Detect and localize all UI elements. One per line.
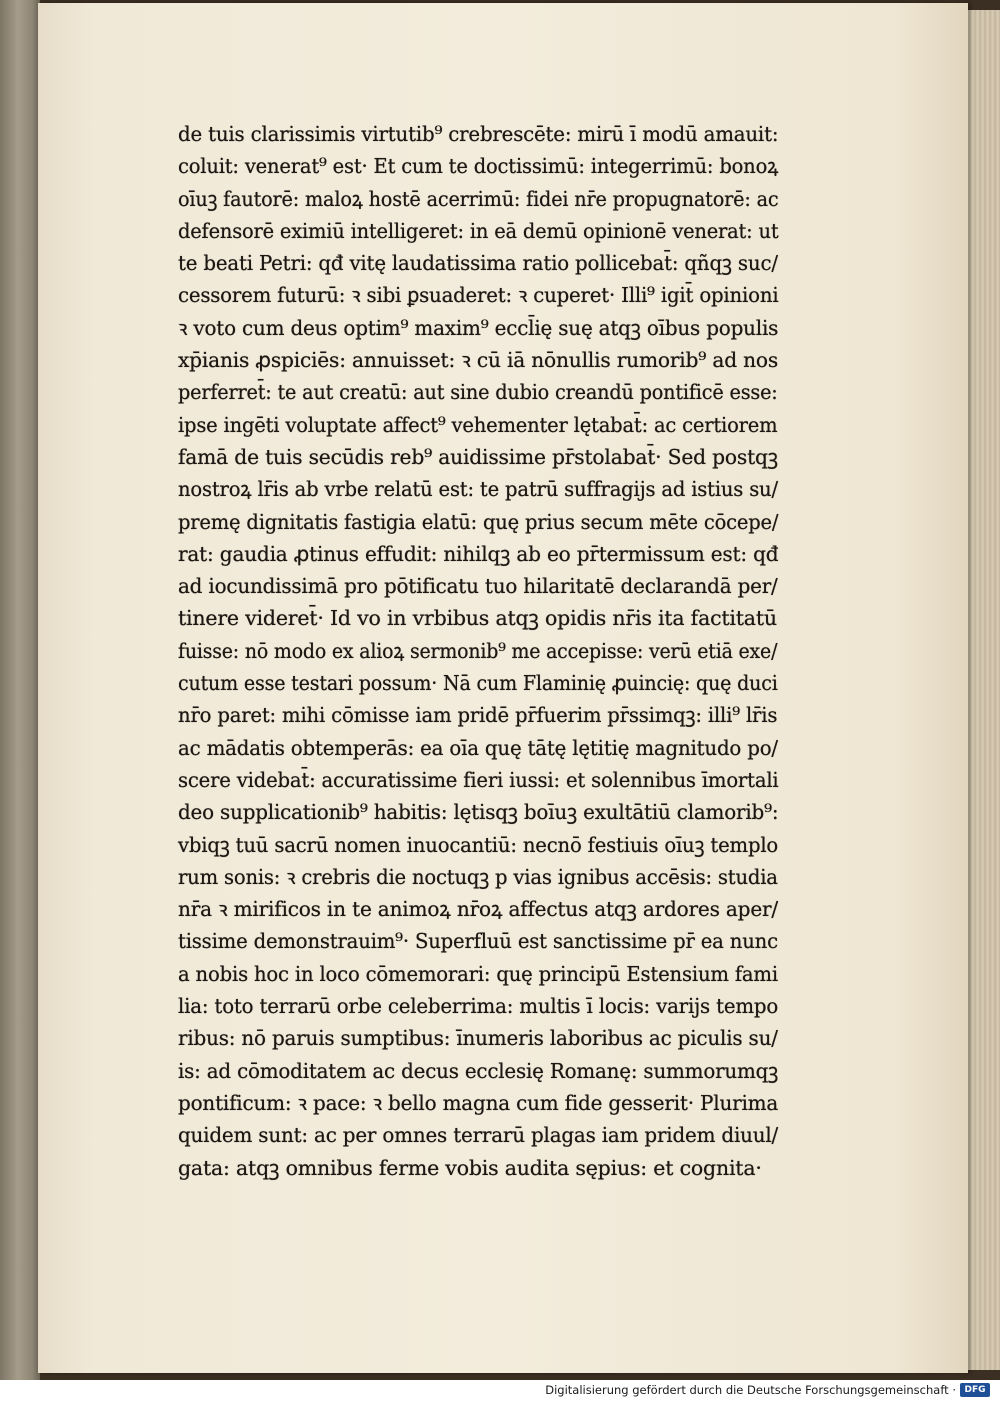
text-line: perferret̄: te aut creatū: aut sine dubio creandū pontificē esse: xyxy=(178,380,778,405)
text-line: scere videbat̄: accuratissime fieri iussi: et solennibus īmortali xyxy=(178,767,779,792)
text-line: ad iocundissimā pro pōtificatu tuo hilaritatē declarandā per/ xyxy=(178,574,778,599)
book-cover-edge xyxy=(0,0,40,1380)
text-line: nostroꝝ lr̄is ab vrbe relatū est: te patrū suffragijs ad istius su/ xyxy=(178,477,778,502)
text-line: deo supplicationib⁹ habitis: lętisqꝫ boīuꝫ exultātiū clamorib⁹: xyxy=(178,800,779,825)
text-line: tissime demonstrauim⁹· Superfluū est sanctissime pr̄ ea nunc xyxy=(178,929,778,954)
text-line: cutum esse testari possum· Nā cum Flaminię ꝓuincię: quę duci xyxy=(178,671,778,696)
text-line: xp̄ianis ꝓspiciēs: annuisset: ꝛ cū iā nōnullis rumorib⁹ ad nos xyxy=(178,348,779,373)
text-line: tinere videret̄· Id vo in vrbibus atqꝫ opidis nr̄is ita factitatū xyxy=(178,606,777,631)
text-line: de tuis clarissimis virtutib⁹ crebrescēte: mirū ī modū amauit: xyxy=(178,122,779,146)
text-line: nr̄o paret: mihi cōmisse iam pridē pr̄fuerim pr̄ssimqꝫ: illi⁹ lr̄is xyxy=(178,703,778,728)
text-line: coluit: venerat⁹ est· Et cum te doctissimū: integerrimū: bonoꝝ xyxy=(178,154,779,179)
text-line: premę dignitatis fastigia elatū: quę prius secum mēte cōcepe/ xyxy=(178,509,779,534)
dfg-logo: DFG xyxy=(960,1383,990,1397)
text-line: famā de tuis secūdis reb⁹ auidissime pr̄stolabat̄· Sed postqꝫ xyxy=(178,444,778,469)
text-line: pontificum: ꝛ pace: ꝛ bello magna cum fide gesserit· Plurima xyxy=(178,1090,779,1115)
text-line: fuisse: nō modo ex alioꝝ sermonib⁹ me accepisse: verū etiā exe/ xyxy=(178,638,778,663)
text-line: quidem sunt: ac per omnes terrarū plagas iam pridem diuul/ xyxy=(178,1123,779,1148)
text-line: rum sonis: ꝛ crebris die noctuqꝫ p vias ignibus accēsis: studia xyxy=(178,864,778,889)
text-line: is: ad cōmoditatem ac decus ecclesię Romanę: summorumqꝫ xyxy=(178,1058,779,1083)
text-line: nr̄a ꝛ mirificos in te animoꝝ nr̄oꝝ affectus atqꝫ ardores aper/ xyxy=(178,897,778,922)
text-line: ipse ingēti voluptate affect⁹ vehementer lętabat̄: ac certiorem xyxy=(178,412,778,437)
text-line: ac mādatis obtemperās: ea oīa quę tātę lętitię magnitudo po/ xyxy=(178,735,778,760)
text-line: vbiqꝫ tuū sacrū nomen inuocantiū: necnō festiuis oīuꝫ templo xyxy=(178,832,779,857)
text-line: lia: toto terrarū orbe celeberrima: multis ī locis: varijs tempo xyxy=(178,994,779,1019)
credit-footer xyxy=(0,1380,1000,1401)
text-line: ribus: nō paruis sumptibus: īnumeris laboribus ac piculis su/ xyxy=(178,1026,778,1051)
page-text xyxy=(178,118,778,1184)
text-line: te beati Petri: qđ vitę laudatissima ratio pollicebat̄: qñqꝫ suc/ xyxy=(178,251,778,276)
text-line: rat: gaudia ꝓtinus effudit: nihilqꝫ ab eo pr̄termissum est: qđ xyxy=(178,541,779,566)
text-line: oīuꝫ fautorē: maloꝝ hostē acerrimū: fidei nr̄e propugnatorē: ac xyxy=(178,186,779,211)
funding-credit: Digitalisierung gefördert durch die Deutsche Forschungsgemeinschaft · xyxy=(545,1383,956,1397)
text-line: defensorē eximiū intelligeret: in eā demū opinionē venerat: ut xyxy=(178,218,779,243)
text-line: a nobis hoc in loco cōmemorari: quę principū Estensium fami xyxy=(178,961,778,986)
text-line: gata: atqꝫ omnibus ferme vobis audita sępius: et cognita· xyxy=(178,1155,762,1180)
text-line: ꝛ voto cum deus optim⁹ maxim⁹ eccl̄ię suę atqꝫ oībus populis xyxy=(178,315,779,340)
text-line: cessorem futurū: ꝛ sibi ꝑsuaderet: ꝛ cuperet· Illi⁹ igit̄ opinioni xyxy=(178,283,779,308)
